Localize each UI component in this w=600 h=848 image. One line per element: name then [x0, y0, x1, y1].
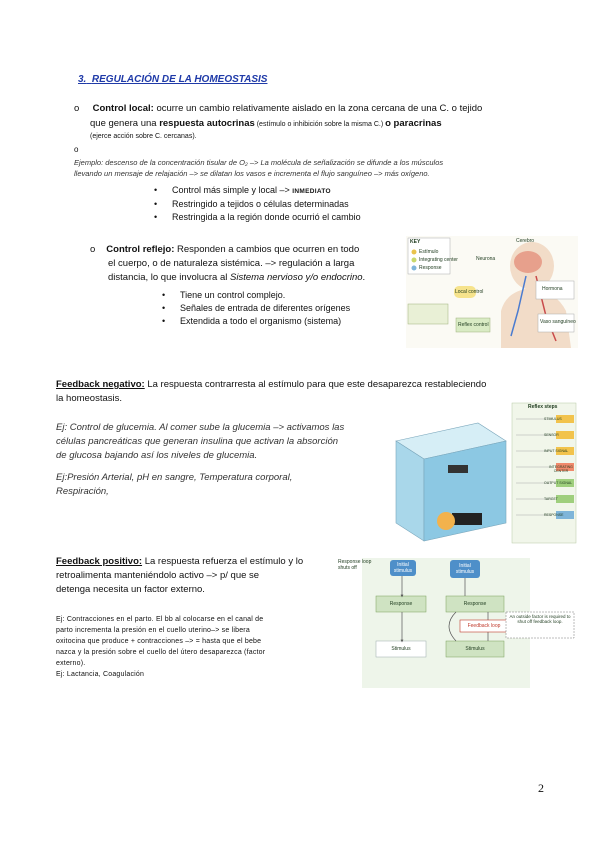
left-panel	[362, 558, 448, 688]
local-control-line2	[90, 117, 550, 132]
output-step-label: OUTPUT SIGNAL	[544, 481, 573, 485]
positive-lead: Feedback positivo:	[56, 556, 143, 567]
negative-feedback-figure	[388, 401, 578, 546]
reflex-control-paragraph	[90, 243, 410, 285]
brain-shape	[514, 251, 542, 273]
local-paren-2: (ejerce acción sobre C. cercanas)	[90, 133, 195, 140]
steps-panel	[512, 403, 576, 543]
local-list-item: • Restringido a tejidos o células determinadas	[172, 198, 472, 211]
local-list-item: • Control más simple y local –> INMEDIATO	[172, 184, 472, 198]
aquarium-front	[424, 441, 506, 541]
input-step-label: INPUT SIGNAL	[544, 449, 569, 453]
neuron-label: Neurona	[476, 256, 496, 262]
negative-example-5: Respiración,	[56, 486, 109, 497]
negative-text-2: la homeostasis.	[56, 393, 123, 404]
positive-example-5: externo).	[56, 660, 86, 667]
right-response-label: Response	[463, 601, 487, 607]
key-response-dot	[412, 266, 417, 271]
heater-glow	[437, 512, 455, 530]
negative-lead: Feedback negativo:	[56, 379, 145, 390]
right-initial-label: Initial stimulus	[455, 563, 475, 575]
reflex-line-3b: Sistema nervioso y/o endocrino	[230, 272, 363, 283]
sensor-step-label: SENSOR	[544, 433, 559, 437]
step-target	[556, 495, 574, 503]
local-paren-1: (estímulo o inhibición sobre la misma C.)	[254, 121, 386, 128]
hormone-label: Hormona	[542, 286, 563, 292]
local-control-label: Local control	[455, 289, 484, 295]
local-example	[74, 157, 554, 179]
paracrinas-term: o paracrinas	[385, 118, 442, 129]
page-number: 2	[538, 781, 544, 795]
key-integrating-dot	[412, 258, 417, 263]
positive-examples	[56, 614, 336, 680]
negative-figure-svg	[388, 401, 578, 546]
response-step-label: RESPONSE	[544, 513, 564, 517]
reflex-list	[180, 289, 410, 328]
local-list	[172, 184, 472, 224]
reflex-line-3c: .	[362, 272, 366, 283]
local-control-paragraph	[74, 102, 544, 116]
reflex-steps-label: Reflex steps	[528, 404, 558, 410]
negative-example-4: Ej:Presión Arterial, pH en sangre, Temperatura corporal,	[56, 472, 293, 483]
right-stimulus-label: Stimulus	[465, 646, 485, 652]
positive-example-4: nazca y la presión sobre el cuello del útero desaparezca (factor	[56, 649, 266, 656]
section-title: REGULACIÓN DE LA HOMEOSTASIS	[91, 74, 268, 85]
stimulus-label: Estímulo	[419, 249, 439, 255]
target-step-label: TARGET	[544, 497, 558, 501]
negative-examples	[56, 421, 390, 499]
local-example-line-2: llevando un mensaje de relajación –> se dilatan los vasos e incrementa el flujo sanguíneo –> más oxígeno.	[74, 169, 430, 178]
positive-figure-svg	[338, 556, 578, 696]
reflex-line-3a: distancia, lo que involucra al	[108, 272, 230, 283]
loop-shuts-off-label: Response loop shuts off	[338, 559, 372, 571]
positive-text-1: La respuesta refuerza el estímulo y lo	[142, 556, 304, 567]
positive-example-6: Ej: Lactancia, Coagulación	[56, 671, 145, 678]
positive-text-3: detenga necesita un factor externo.	[56, 584, 205, 595]
reflex-control-label: Reflex control	[458, 322, 489, 328]
positive-example-2: parto incrementa la presión en el cuello uterino–> se libera	[56, 627, 250, 634]
local-text-1: ocurre un cambio relativamente aislado en la zona cercana de una C. o tejido	[153, 103, 483, 114]
key-label: KEY	[410, 239, 421, 245]
left-initial-label: Initial stimulus	[393, 562, 413, 574]
outside-factor-label: An outside factor is required to shut off feedback loop.	[509, 614, 571, 624]
negative-example-3: de glucosa bajando así los niveles de glucemia.	[56, 450, 258, 461]
response-label: Response	[419, 265, 442, 271]
positive-feedback-paragraph	[56, 555, 336, 597]
reflex-list-item: • Señales de entrada de diferentes orígenes	[180, 302, 410, 315]
feedback-loop-label: Feedback loop	[467, 623, 501, 629]
integrating-label: Integrating center	[419, 257, 458, 263]
reflex-lead: Control reflejo:	[106, 244, 175, 255]
local-control-line3	[90, 133, 197, 140]
positive-text-2: retroalimenta manteniéndolo activo –> p/ que se	[56, 570, 260, 581]
bullet-o: o	[74, 103, 80, 114]
positive-example-3: oxitocina que produce + contracciones –> = hasta que el bebe	[56, 638, 262, 645]
brain-label: Cerebro	[516, 238, 535, 244]
left-response-label: Response	[389, 601, 413, 607]
local-example-line-1: Ejemplo: descenso de la concentración tisular de O₂ –> La molécula de señalización se difunde a los músculos	[74, 158, 444, 167]
empty-bullet: o	[74, 145, 79, 154]
local-control-box	[408, 304, 448, 324]
sensor-device	[448, 465, 468, 473]
heater-device	[452, 513, 482, 525]
section-number: 3.	[78, 74, 87, 85]
negative-text-1: La respuesta contrarresta al estímulo para que este desaparezca restableciendo	[144, 379, 487, 390]
positive-example-1: Ej: Contracciones en el parto. El bb al colocarse en el canal de	[56, 616, 264, 623]
negative-example-2: células pancreáticas que generan insulina que activan la absorción	[56, 436, 339, 447]
reflex-list-item: • Tiene un control complejo.	[180, 289, 410, 302]
local-list-item: • Restringida a la región donde ocurrió el cambio	[172, 211, 472, 224]
section-heading	[78, 74, 267, 85]
bullet-o-2: o	[90, 244, 96, 255]
aquarium-left	[396, 441, 424, 541]
local-text-2: que genera una	[90, 118, 160, 129]
positive-feedback-figure	[338, 556, 578, 696]
key-stimulus-dot	[412, 250, 417, 255]
reflex-line-1: Responden a cambios que ocurren en todo	[174, 244, 360, 255]
reflex-line-2: el cuerpo, o de naturaleza sistémica. –> regulación a larga	[108, 258, 355, 269]
local-dot: .	[194, 133, 197, 140]
reflex-figure	[406, 236, 578, 348]
local-control-lead: Control local:	[92, 103, 154, 114]
stimulus-step-label: STIMULUS	[544, 417, 562, 421]
negative-example-1: Ej: Control de glucemia. Al comer sube la glucemia –> activamos las	[56, 422, 345, 433]
integrating-step-label: INTEGRATING CENTER	[549, 465, 573, 473]
reflex-list-item: • Extendida a todo el organismo (sistema)	[180, 315, 410, 328]
left-stimulus-label: Stimulus	[391, 646, 411, 652]
immediate-label: INMEDIATO	[292, 188, 331, 195]
vessel-label: Vaso sanguíneo	[540, 319, 576, 325]
autocrinas-term: respuesta autocrinas	[159, 118, 255, 129]
